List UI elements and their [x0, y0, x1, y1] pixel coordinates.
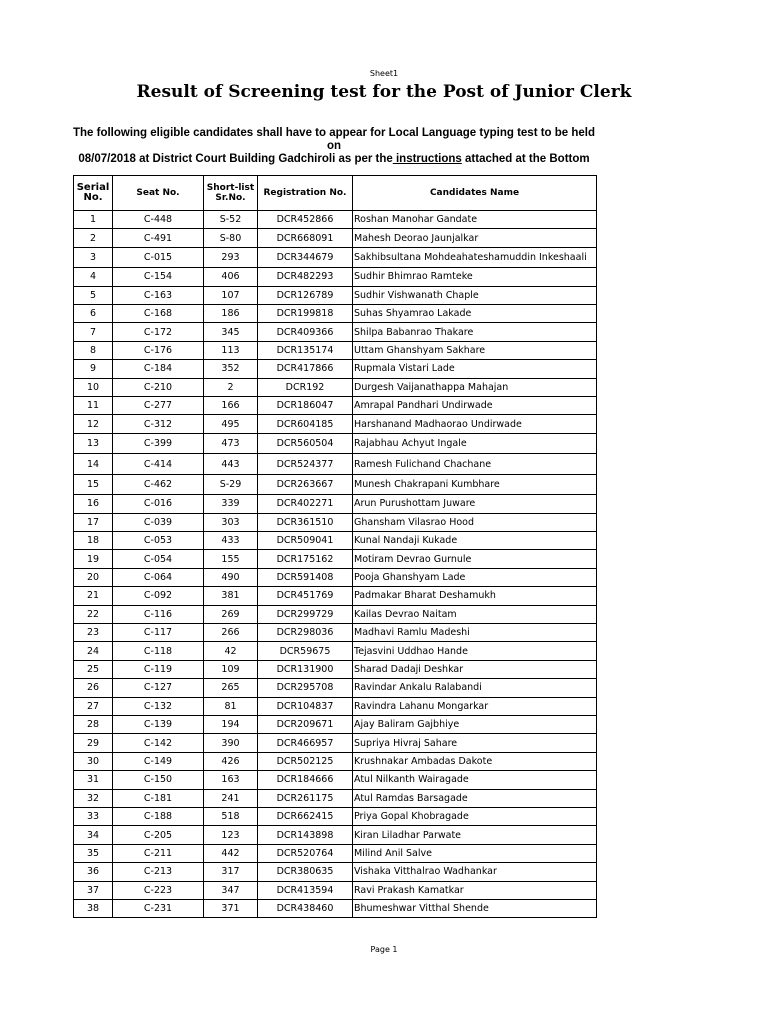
seat-cell: C-312 [113, 415, 204, 433]
shortlist-cell: 495 [204, 415, 258, 433]
registration-cell: DCR361510 [258, 513, 353, 531]
name-cell: Shilpa Babanrao Thakare [353, 323, 597, 341]
serial-cell: 35 [74, 844, 113, 862]
table-row [74, 323, 597, 341]
registration-cell: DCR295708 [258, 679, 353, 697]
serial-cell: 2 [74, 229, 113, 247]
name-cell: Ghansham Vilasrao Hood [353, 513, 597, 531]
name-cell: Padmakar Bharat Deshamukh [353, 587, 597, 605]
serial-cell: 20 [74, 568, 113, 586]
shortlist-cell: 241 [204, 789, 258, 807]
seat-cell: C-277 [113, 397, 204, 415]
shortlist-cell: 443 [204, 454, 258, 475]
serial-cell: 37 [74, 881, 113, 899]
registration-cell: DCR417866 [258, 360, 353, 378]
table-row [74, 863, 597, 881]
seat-cell: C-119 [113, 660, 204, 678]
registration-cell: DCR209671 [258, 715, 353, 733]
registration-cell: DCR186047 [258, 397, 353, 415]
notice-line-2-suffix: attached at the Bottom [461, 153, 590, 165]
name-cell: Vishaka Vitthalrao Wadhankar [353, 863, 597, 881]
seat-cell: C-213 [113, 863, 204, 881]
registration-cell: DCR59675 [258, 642, 353, 660]
shortlist-cell: 426 [204, 752, 258, 770]
seat-cell: C-448 [113, 211, 204, 229]
seat-cell: C-231 [113, 899, 204, 917]
registration-cell: DCR143898 [258, 826, 353, 844]
name-cell: Harshanand Madhaorao Undirwade [353, 415, 597, 433]
serial-cell: 27 [74, 697, 113, 715]
shortlist-cell: 2 [204, 378, 258, 396]
page-number: Page 1 [370, 945, 398, 954]
name-cell: Ravindar Ankalu Ralabandi [353, 679, 597, 697]
shortlist-cell: 194 [204, 715, 258, 733]
seat-cell: C-117 [113, 624, 204, 642]
shortlist-cell: 163 [204, 771, 258, 789]
name-cell: Arun Purushottam Juware [353, 495, 597, 513]
name-cell: Ajay Baliram Gajbhiye [353, 715, 597, 733]
registration-cell: DCR466957 [258, 734, 353, 752]
table-row [74, 771, 597, 789]
table-row [74, 211, 597, 229]
name-cell: Ramesh Fulichand Chachane [353, 454, 597, 475]
shortlist-cell: S-29 [204, 474, 258, 495]
serial-cell: 8 [74, 341, 113, 359]
name-cell: Kailas Devrao Naitam [353, 605, 597, 623]
table-row [74, 360, 597, 378]
notice-text [70, 127, 598, 166]
serial-cell: 1 [74, 211, 113, 229]
registration-cell: DCR668091 [258, 229, 353, 247]
shortlist-cell: 166 [204, 397, 258, 415]
table-row [74, 789, 597, 807]
registration-cell: DCR380635 [258, 863, 353, 881]
shortlist-cell: 269 [204, 605, 258, 623]
registration-cell: DCR438460 [258, 899, 353, 917]
serial-cell: 13 [74, 433, 113, 454]
name-cell: Kunal Nandaji Kukade [353, 532, 597, 550]
seat-cell: C-168 [113, 305, 204, 323]
shortlist-cell: 42 [204, 642, 258, 660]
name-cell: Rupmala Vistari Lade [353, 360, 597, 378]
name-cell: Pooja Ghanshyam Lade [353, 568, 597, 586]
column-header-shortlist: Short-list Sr.No. [204, 176, 258, 211]
shortlist-cell: 490 [204, 568, 258, 586]
seat-cell: C-150 [113, 771, 204, 789]
table-row [74, 341, 597, 359]
name-cell: Tejasvini Uddhao Hande [353, 642, 597, 660]
notice-line-2-prefix: 08/07/2018 at District Court Building Gadchiroli as per the [78, 153, 393, 165]
name-cell: Madhavi Ramlu Madeshi [353, 624, 597, 642]
table-row [74, 247, 597, 268]
table-header-row [74, 176, 597, 211]
name-cell: Rajabhau Achyut Ingale [353, 433, 597, 454]
registration-cell: DCR560504 [258, 433, 353, 454]
notice-line-1: The following eligible candidates shall have to appear for Local Language typing test to be held on [72, 127, 596, 152]
shortlist-cell: 186 [204, 305, 258, 323]
table-row [74, 397, 597, 415]
serial-cell: 14 [74, 454, 113, 475]
table-row [74, 378, 597, 396]
name-cell: Ravi Prakash Kamatkar [353, 881, 597, 899]
serial-cell: 18 [74, 532, 113, 550]
registration-cell: DCR263667 [258, 474, 353, 495]
shortlist-cell: 303 [204, 513, 258, 531]
registration-cell: DCR175162 [258, 550, 353, 568]
shortlist-cell: 266 [204, 624, 258, 642]
registration-cell: DCR520764 [258, 844, 353, 862]
seat-cell: C-211 [113, 844, 204, 862]
seat-cell: C-210 [113, 378, 204, 396]
table-row [74, 415, 597, 433]
table-row [74, 899, 597, 917]
name-cell: Sharad Dadaji Deshkar [353, 660, 597, 678]
instructions-link[interactable]: instructions [392, 153, 462, 165]
seat-cell: C-181 [113, 789, 204, 807]
registration-cell: DCR135174 [258, 341, 353, 359]
table-row [74, 587, 597, 605]
registration-cell: DCR662415 [258, 807, 353, 825]
shortlist-cell: 442 [204, 844, 258, 862]
table-row [74, 568, 597, 586]
seat-cell: C-053 [113, 532, 204, 550]
serial-cell: 21 [74, 587, 113, 605]
shortlist-cell: S-80 [204, 229, 258, 247]
registration-cell: DCR344679 [258, 247, 353, 268]
registration-cell: DCR402271 [258, 495, 353, 513]
seat-cell: C-149 [113, 752, 204, 770]
seat-cell: C-054 [113, 550, 204, 568]
name-cell: Kiran Liladhar Parwate [353, 826, 597, 844]
table-row [74, 532, 597, 550]
shortlist-cell: 406 [204, 268, 258, 286]
seat-cell: C-116 [113, 605, 204, 623]
shortlist-cell: S-52 [204, 211, 258, 229]
seat-cell: C-142 [113, 734, 204, 752]
registration-cell: DCR413594 [258, 881, 353, 899]
table-row [74, 605, 597, 623]
table-row [74, 624, 597, 642]
seat-cell: C-163 [113, 286, 204, 304]
name-cell: Priya Gopal Khobragade [353, 807, 597, 825]
serial-cell: 38 [74, 899, 113, 917]
seat-cell: C-015 [113, 247, 204, 268]
seat-cell: C-491 [113, 229, 204, 247]
seat-cell: C-127 [113, 679, 204, 697]
name-cell: Roshan Manohar Gandate [353, 211, 597, 229]
seat-cell: C-205 [113, 826, 204, 844]
seat-cell: C-092 [113, 587, 204, 605]
table-row [74, 229, 597, 247]
serial-cell: 12 [74, 415, 113, 433]
serial-cell: 22 [74, 605, 113, 623]
serial-cell: 34 [74, 826, 113, 844]
registration-cell: DCR184666 [258, 771, 353, 789]
registration-cell: DCR502125 [258, 752, 353, 770]
table-row [74, 433, 597, 454]
seat-cell: C-039 [113, 513, 204, 531]
serial-cell: 31 [74, 771, 113, 789]
serial-cell: 15 [74, 474, 113, 495]
shortlist-cell: 473 [204, 433, 258, 454]
registration-cell: DCR409366 [258, 323, 353, 341]
serial-cell: 28 [74, 715, 113, 733]
table-row [74, 286, 597, 304]
table-row [74, 752, 597, 770]
registration-cell: DCR192 [258, 378, 353, 396]
seat-cell: C-132 [113, 697, 204, 715]
table-row [74, 826, 597, 844]
table-row [74, 305, 597, 323]
shortlist-cell: 155 [204, 550, 258, 568]
name-cell: Ravindra Lahanu Mongarkar [353, 697, 597, 715]
serial-cell: 6 [74, 305, 113, 323]
shortlist-cell: 293 [204, 247, 258, 268]
seat-cell: C-188 [113, 807, 204, 825]
serial-cell: 30 [74, 752, 113, 770]
serial-cell: 3 [74, 247, 113, 268]
shortlist-cell: 345 [204, 323, 258, 341]
shortlist-cell: 339 [204, 495, 258, 513]
name-cell: Atul Nilkanth Wairagade [353, 771, 597, 789]
name-cell: Atul Ramdas Barsagade [353, 789, 597, 807]
serial-cell: 24 [74, 642, 113, 660]
registration-cell: DCR104837 [258, 697, 353, 715]
seat-cell: C-172 [113, 323, 204, 341]
shortlist-cell: 123 [204, 826, 258, 844]
serial-cell: 11 [74, 397, 113, 415]
table-body [74, 211, 597, 918]
registration-cell: DCR131900 [258, 660, 353, 678]
registration-cell: DCR299729 [258, 605, 353, 623]
shortlist-cell: 347 [204, 881, 258, 899]
shortlist-cell: 81 [204, 697, 258, 715]
serial-cell: 10 [74, 378, 113, 396]
table-row [74, 474, 597, 495]
name-cell: Krushnakar Ambadas Dakote [353, 752, 597, 770]
serial-cell: 17 [74, 513, 113, 531]
name-cell: Sudhir Bhimrao Ramteke [353, 268, 597, 286]
serial-cell: 26 [74, 679, 113, 697]
table-row [74, 495, 597, 513]
candidates-table [73, 175, 597, 918]
shortlist-cell: 390 [204, 734, 258, 752]
registration-cell: DCR298036 [258, 624, 353, 642]
serial-cell: 9 [74, 360, 113, 378]
table-row [74, 660, 597, 678]
seat-cell: C-016 [113, 495, 204, 513]
seat-cell: C-139 [113, 715, 204, 733]
registration-cell: DCR199818 [258, 305, 353, 323]
seat-cell: C-414 [113, 454, 204, 475]
registration-cell: DCR591408 [258, 568, 353, 586]
sheet-label: Sheet1 [369, 69, 399, 78]
table-row [74, 454, 597, 475]
shortlist-cell: 317 [204, 863, 258, 881]
name-cell: Supriya Hivraj Sahare [353, 734, 597, 752]
table-row [74, 734, 597, 752]
name-cell: Milind Anil Salve [353, 844, 597, 862]
serial-cell: 32 [74, 789, 113, 807]
serial-cell: 33 [74, 807, 113, 825]
name-cell: Munesh Chakrapani Kumbhare [353, 474, 597, 495]
registration-cell: DCR451769 [258, 587, 353, 605]
shortlist-cell: 352 [204, 360, 258, 378]
column-header-registration: Registration No. [258, 176, 353, 211]
name-cell: Amrapal Pandhari Undirwade [353, 397, 597, 415]
shortlist-cell: 518 [204, 807, 258, 825]
table-row [74, 513, 597, 531]
seat-cell: C-399 [113, 433, 204, 454]
seat-cell: C-176 [113, 341, 204, 359]
registration-cell: DCR604185 [258, 415, 353, 433]
column-header-serial: Serial No. [74, 176, 113, 211]
table-row [74, 679, 597, 697]
name-cell: Motiram Devrao Gurnule [353, 550, 597, 568]
table-row [74, 881, 597, 899]
name-cell: Uttam Ghanshyam Sakhare [353, 341, 597, 359]
table-row [74, 807, 597, 825]
shortlist-cell: 265 [204, 679, 258, 697]
registration-cell: DCR261175 [258, 789, 353, 807]
table-row [74, 697, 597, 715]
page-title: Result of Screening test for the Post of Junior Clerk [136, 82, 632, 102]
seat-cell: C-223 [113, 881, 204, 899]
serial-cell: 19 [74, 550, 113, 568]
registration-cell: DCR509041 [258, 532, 353, 550]
registration-cell: DCR452866 [258, 211, 353, 229]
serial-cell: 23 [74, 624, 113, 642]
notice-line-2 [70, 153, 598, 166]
serial-cell: 7 [74, 323, 113, 341]
column-header-name: Candidates Name [353, 176, 597, 211]
shortlist-cell: 113 [204, 341, 258, 359]
table-row [74, 642, 597, 660]
name-cell: Mahesh Deorao Jaunjalkar [353, 229, 597, 247]
table-row [74, 550, 597, 568]
seat-cell: C-118 [113, 642, 204, 660]
serial-cell: 16 [74, 495, 113, 513]
shortlist-cell: 109 [204, 660, 258, 678]
shortlist-cell: 381 [204, 587, 258, 605]
shortlist-cell: 433 [204, 532, 258, 550]
serial-cell: 29 [74, 734, 113, 752]
name-cell: Bhumeshwar Vitthal Shende [353, 899, 597, 917]
name-cell: Durgesh Vaijanathappa Mahajan [353, 378, 597, 396]
serial-cell: 36 [74, 863, 113, 881]
table-row [74, 844, 597, 862]
seat-cell: C-064 [113, 568, 204, 586]
registration-cell: DCR126789 [258, 286, 353, 304]
name-cell: Suhas Shyamrao Lakade [353, 305, 597, 323]
name-cell: Sakhibsultana Mohdeahateshamuddin Inkeshaali [353, 247, 597, 268]
serial-cell: 25 [74, 660, 113, 678]
seat-cell: C-462 [113, 474, 204, 495]
shortlist-cell: 371 [204, 899, 258, 917]
registration-cell: DCR482293 [258, 268, 353, 286]
table-row [74, 715, 597, 733]
table-row [74, 268, 597, 286]
registration-cell: DCR524377 [258, 454, 353, 475]
serial-cell: 5 [74, 286, 113, 304]
column-header-seat: Seat No. [113, 176, 204, 211]
name-cell: Sudhir Vishwanath Chaple [353, 286, 597, 304]
shortlist-cell: 107 [204, 286, 258, 304]
seat-cell: C-154 [113, 268, 204, 286]
seat-cell: C-184 [113, 360, 204, 378]
serial-cell: 4 [74, 268, 113, 286]
